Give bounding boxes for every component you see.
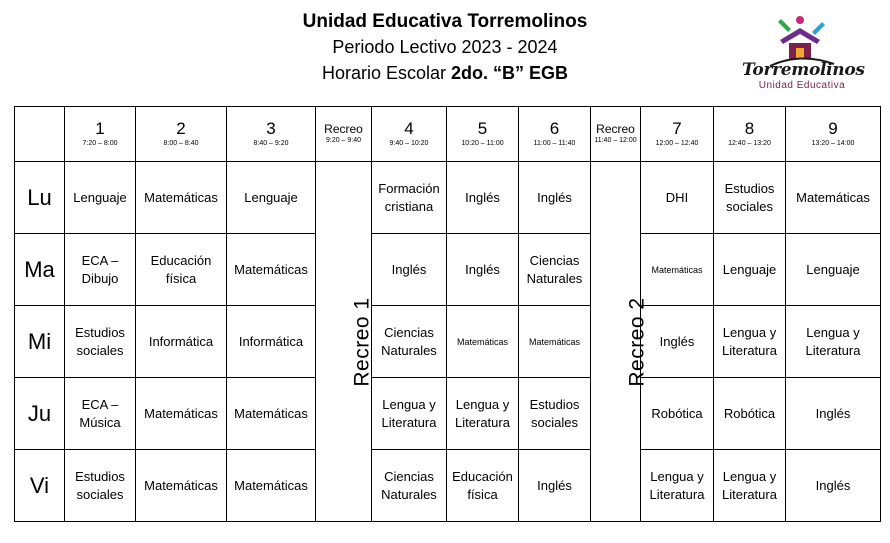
period-time: 12:40 – 13:20 bbox=[728, 140, 771, 147]
subject-cell: Formación cristiana bbox=[372, 162, 447, 234]
period-number: 1 bbox=[95, 119, 105, 138]
logo-door bbox=[796, 48, 804, 59]
subject-cell: Inglés bbox=[372, 234, 447, 306]
subject-cell: Lengua y Literatura bbox=[372, 378, 447, 450]
subject-cell: Inglés bbox=[786, 450, 881, 522]
subject-cell: Matemáticas bbox=[447, 306, 519, 378]
recess-block bbox=[316, 162, 372, 522]
period-time: 10:20 – 11:00 bbox=[461, 140, 504, 147]
subject-cell: Robótica bbox=[641, 378, 714, 450]
subject-cell: Inglés bbox=[447, 234, 519, 306]
subject-cell: Ciencias Naturales bbox=[372, 450, 447, 522]
recess-block bbox=[591, 162, 649, 522]
subject-cell: Inglés bbox=[641, 306, 714, 378]
period-header bbox=[714, 107, 786, 162]
corner-cell bbox=[15, 107, 65, 162]
recess-time: 9:20 – 9:40 bbox=[325, 137, 362, 144]
subject-cell: Lenguaje bbox=[786, 234, 881, 306]
period-header bbox=[136, 107, 227, 162]
subject-cell: Estudios sociales bbox=[65, 450, 136, 522]
period-header bbox=[372, 107, 447, 162]
period-number: 9 bbox=[828, 119, 838, 138]
period-header bbox=[65, 107, 136, 162]
period-number: 7 bbox=[672, 119, 682, 138]
schedule-table bbox=[14, 106, 881, 522]
subject-cell: Lengua y Literatura bbox=[447, 378, 519, 450]
subject-cell: Matemáticas bbox=[136, 162, 227, 234]
day-row bbox=[15, 306, 881, 378]
subject-cell: Informática bbox=[136, 306, 227, 378]
logo-figure-head bbox=[796, 16, 804, 24]
subject-cell: Matemáticas bbox=[136, 378, 227, 450]
period-time: 11:00 – 11:40 bbox=[533, 140, 576, 147]
logo-figure-left bbox=[778, 19, 791, 32]
period-number: 8 bbox=[744, 119, 755, 138]
logo-figure-right bbox=[812, 22, 825, 35]
day-row bbox=[15, 234, 881, 306]
subject-cell: Educación física bbox=[136, 234, 227, 306]
period-header bbox=[519, 107, 591, 162]
subject-cell: Inglés bbox=[519, 450, 591, 522]
day-label: Mi bbox=[15, 306, 65, 378]
recess-label: Recreo bbox=[324, 122, 363, 136]
day-label: Ju bbox=[15, 378, 65, 450]
subject-cell: Matemáticas bbox=[227, 450, 316, 522]
day-label: Ma bbox=[15, 234, 65, 306]
day-row bbox=[15, 378, 881, 450]
period-time: 7:20 – 8:00 bbox=[82, 140, 118, 147]
subject-cell: Lengua y Literatura bbox=[714, 450, 786, 522]
subject-cell: Ciencias Naturales bbox=[372, 306, 447, 378]
day-label: Vi bbox=[15, 450, 65, 522]
logo-subtitle: Unidad Educativa bbox=[758, 80, 846, 91]
period-number: 3 bbox=[266, 119, 276, 138]
subject-cell: Inglés bbox=[447, 162, 519, 234]
period-number: 4 bbox=[404, 119, 414, 138]
recess-label: Recreo bbox=[596, 122, 635, 136]
period-number: 5 bbox=[477, 119, 488, 138]
subject-cell: Estudios sociales bbox=[714, 162, 786, 234]
subject-cell: Lengua y Literatura bbox=[786, 306, 881, 378]
subject-cell: DHI bbox=[641, 162, 714, 234]
grade-label: 2do. “B” EGB bbox=[451, 63, 569, 83]
subject-cell: Ciencias Naturales bbox=[519, 234, 591, 306]
subject-cell: Inglés bbox=[786, 378, 881, 450]
recess-header bbox=[591, 107, 641, 162]
period-time: 9:40 – 10:20 bbox=[389, 140, 429, 147]
recess-time: 11:40 – 12:00 bbox=[594, 137, 637, 144]
period-time: 8:00 – 8:40 bbox=[163, 140, 199, 147]
subject-cell: Lenguaje bbox=[714, 234, 786, 306]
period-header bbox=[641, 107, 714, 162]
school-logo bbox=[742, 14, 865, 94]
recess-block-label: Recreo 1 bbox=[350, 296, 374, 387]
subject-cell: Matemáticas bbox=[227, 378, 316, 450]
period-number: 2 bbox=[176, 119, 186, 138]
subject-cell: Matemáticas bbox=[519, 306, 591, 378]
recess-header bbox=[316, 107, 372, 162]
subject-cell: Matemáticas bbox=[641, 234, 714, 306]
period-header bbox=[447, 107, 519, 162]
academic-period: Periodo Lectivo 2023 - 2024 bbox=[332, 37, 558, 57]
subject-cell: Lenguaje bbox=[65, 162, 136, 234]
subject-cell: Inglés bbox=[519, 162, 591, 234]
subject-cell: Estudios sociales bbox=[519, 378, 591, 450]
subject-cell: Lengua y Literatura bbox=[641, 450, 714, 522]
subject-cell: Educación física bbox=[447, 450, 519, 522]
subject-cell: ECA – Música bbox=[65, 378, 136, 450]
period-number: 6 bbox=[549, 119, 560, 138]
subject-cell: Informática bbox=[227, 306, 316, 378]
period-time: 8:40 – 9:20 bbox=[253, 140, 289, 147]
period-header bbox=[786, 107, 881, 162]
period-time: 13:20 – 14:00 bbox=[811, 140, 855, 147]
subject-cell: Matemáticas bbox=[136, 450, 227, 522]
subject-cell: Lengua y Literatura bbox=[714, 306, 786, 378]
subject-cell: Lenguaje bbox=[227, 162, 316, 234]
logo-name: Torremolinos bbox=[742, 60, 865, 80]
subject-cell: Matemáticas bbox=[227, 234, 316, 306]
schedule-prefix: Horario Escolar bbox=[321, 63, 452, 83]
subject-cell: Matemáticas bbox=[786, 162, 881, 234]
header-row bbox=[15, 107, 881, 162]
subject-cell: Estudios sociales bbox=[65, 306, 136, 378]
period-time: 12:00 – 12:40 bbox=[655, 140, 699, 147]
day-row bbox=[15, 162, 881, 234]
school-title: Unidad Educativa Torremolinos bbox=[302, 11, 588, 32]
period-header bbox=[227, 107, 316, 162]
subject-cell: ECA – Dibujo bbox=[65, 234, 136, 306]
recess-block-label: Recreo 2 bbox=[625, 296, 649, 387]
subject-cell: Robótica bbox=[714, 378, 786, 450]
day-label: Lu bbox=[15, 162, 65, 234]
day-row bbox=[15, 450, 881, 522]
